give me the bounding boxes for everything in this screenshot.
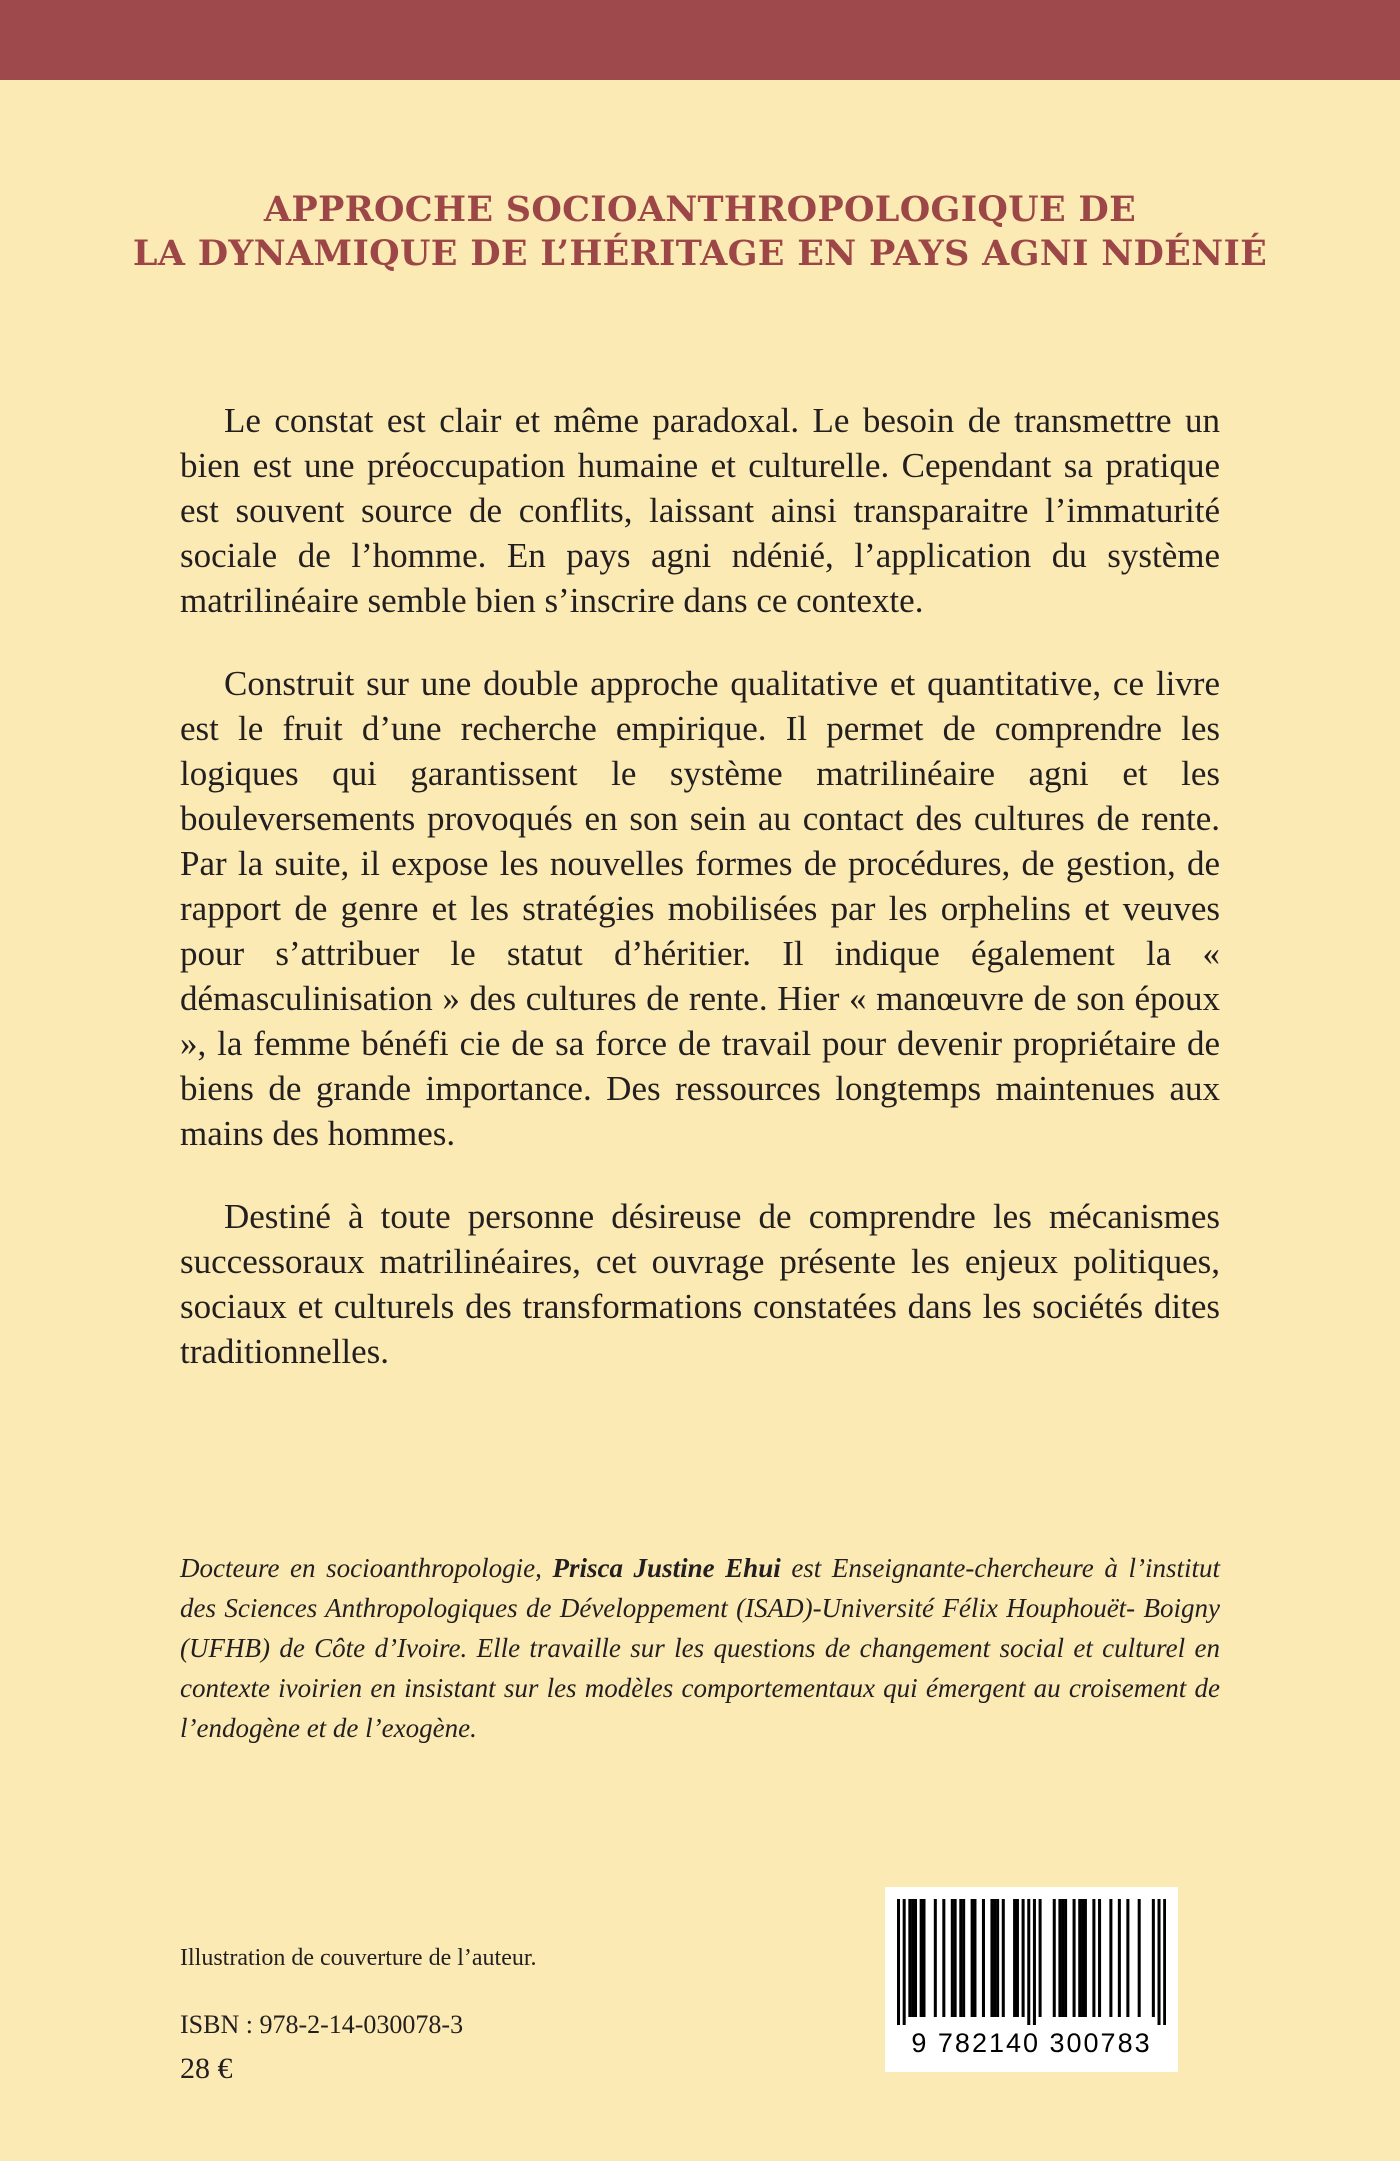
barcode-bar xyxy=(1163,1899,1166,2025)
barcode-bar xyxy=(1013,1899,1016,2017)
blurb xyxy=(180,398,1220,1412)
barcode xyxy=(885,1887,1178,2072)
barcode-bar xyxy=(934,1899,937,2017)
barcode-bar xyxy=(1058,1899,1061,2017)
barcode-bar xyxy=(922,1899,925,2017)
barcode-bar xyxy=(990,1899,993,2017)
barcode-bar xyxy=(1027,1899,1030,2025)
barcode-bar xyxy=(914,1899,917,2017)
bio-rest: est Enseignante-chercheure à l’institut des Sciences Anthropologiques de Développement (ISAD)-Université Félix Houphouët- Boigny (UFHB) de Côte d’Ivoire. Elle travaille sur les questions de changement social et culturel en contexte ivoirien en insistant sur les modèles comportementaux qui émergent au croisement de l’endogène et de l’exogène. xyxy=(180,1553,1220,1743)
title-line-1: APPROCHE SOCIOANTHROPOLOGIQUE DE xyxy=(263,189,1137,230)
title-line-2: LA DYNAMIQUE DE L’HÉRITAGE EN PAYS AGNI NDÉNIÉ xyxy=(132,233,1268,274)
barcode-bar xyxy=(1138,1899,1141,2017)
bio-intro: Docteure en socioanthropologie, xyxy=(180,1553,553,1583)
barcode-bar xyxy=(1039,1899,1042,2017)
barcode-bar xyxy=(1092,1899,1095,2017)
price: 28 € xyxy=(180,2052,233,2085)
blurb-paragraph-2: Construit sur une double approche qualitative et quantitative, ce livre est le fruit d’une recherche empirique. Il permet de comprendre les logiques qui garantissent le système matrilinéaire agni et les bouleversements provoqués en son sein au contact des cultures de rente. Par la suite, il expose les nouvelles formes de procédures, de gestion, de rapport de genre et les stratégies mobilisées par les orphelins et veuves pour s’attribuer le statut d’héritier. Il indique également la « démasculinisation » des cultures de rente. Hier « manœuvre de son époux », la femme bénéfi cie de sa force de travail pour devenir propriétaire de biens de grande importance. Des ressources longtemps maintenues aux mains des hommes. xyxy=(180,664,1220,1153)
barcode-bar xyxy=(903,1899,906,2025)
author-bio xyxy=(180,1548,1220,1748)
barcode-bar xyxy=(1053,1899,1056,2017)
isbn: ISBN : 978-2-14-030078-3 xyxy=(180,2010,464,2039)
barcode-bar xyxy=(982,1899,985,2017)
barcode-bar xyxy=(1078,1899,1081,2017)
barcode-bar xyxy=(1109,1899,1112,2017)
barcode-bar xyxy=(1126,1899,1129,2017)
barcode-bar xyxy=(1016,1899,1019,2017)
barcode-bar xyxy=(973,1899,976,2017)
barcode-bar xyxy=(971,1899,974,2017)
blurb-paragraph-3: Destiné à toute personne désireuse de comprendre les mécanismes successoraux matrilinéaires, cet ouvrage présente les enjeux politiques, sociaux et culturels des transformations constatées dans les sociétés dites traditionnelles. xyxy=(180,1197,1220,1371)
barcode-bar xyxy=(1084,1899,1087,2017)
barcode-bar xyxy=(1022,1899,1025,2017)
barcode-bar xyxy=(1158,1899,1161,2025)
illustration-credit: Illustration de couverture de l’auteur. xyxy=(180,1945,537,1971)
barcode-bar xyxy=(993,1899,996,2017)
barcode-bar xyxy=(1098,1899,1101,2017)
top-color-band xyxy=(0,0,1400,80)
barcode-bar xyxy=(1064,1899,1067,2017)
barcode-bar xyxy=(1033,1899,1036,2025)
barcode-bar xyxy=(920,1899,923,2017)
barcode-bar xyxy=(897,1899,900,2025)
barcode-bar xyxy=(951,1899,954,2017)
barcode-bar xyxy=(996,1899,999,2017)
barcode-bar xyxy=(908,1899,911,2017)
barcode-bar xyxy=(911,1899,914,2017)
barcode-bar xyxy=(1061,1899,1064,2017)
blurb-paragraph-1: Le constat est clair et même paradoxal. Le besoin de transmettre un bien est une préoccupation humaine et culturelle. Cependant sa pratique est souvent source de conflits, laissant ainsi transparaitre l’immaturité sociale de l’homme. En pays agni ndénié, l’application du système matrilinéaire semble bien s’inscrire dans ce contexte. xyxy=(180,401,1220,620)
barcode-bar xyxy=(1073,1899,1076,2017)
book-title xyxy=(0,188,1400,276)
barcode-bar xyxy=(942,1899,945,2017)
barcode-bar xyxy=(1002,1899,1005,2017)
barcode-digits: 9 782140 300783 xyxy=(911,2028,1152,2058)
barcode-bar xyxy=(962,1899,965,2017)
barcode-bar xyxy=(1118,1899,1121,2017)
barcode-bar xyxy=(1081,1899,1084,2017)
barcode-bars xyxy=(897,1899,1166,2025)
author-name: Prisca Justine Ehui xyxy=(552,1553,781,1583)
barcode-bar xyxy=(1152,1899,1155,2017)
barcode-bar xyxy=(954,1899,957,2017)
barcode-bar xyxy=(959,1899,962,2017)
